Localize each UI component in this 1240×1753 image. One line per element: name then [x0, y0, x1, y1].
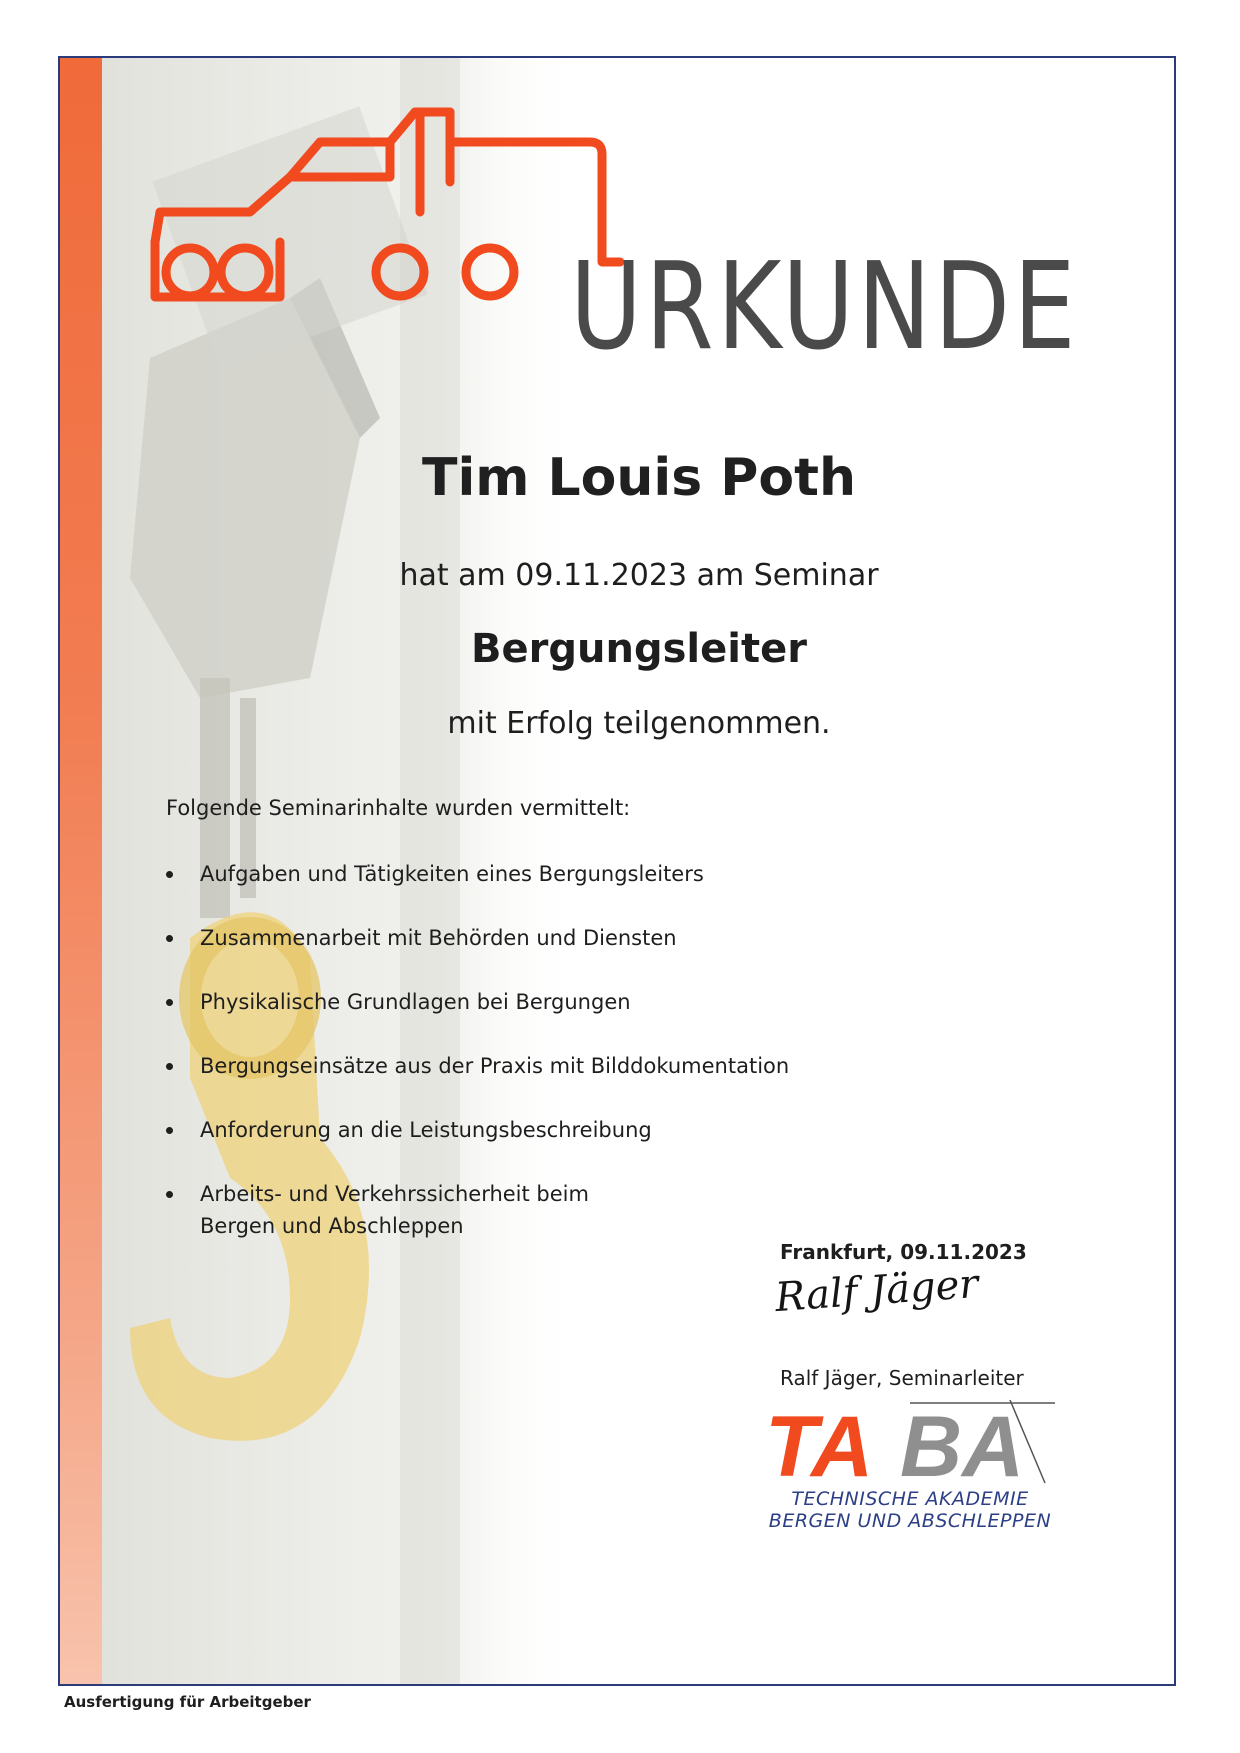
taba-name-line2: BERGEN UND ABSCHLEPPEN — [768, 1510, 1052, 1532]
bullet-icon — [166, 871, 173, 878]
taba-logo — [760, 1398, 1060, 1538]
signature: Ralf Jäger — [773, 1260, 980, 1322]
taba-logo-icon — [760, 1398, 1060, 1488]
participation-line: hat am 09.11.2023 am Seminar — [399, 558, 879, 593]
list-item-text: Anforderung an die Leistungsbeschreibung — [200, 1118, 652, 1142]
success-line: mit Erfolg teilgenommen. — [447, 706, 831, 741]
contents-intro: Folgende Seminarinhalte wurden vermittelt: — [166, 796, 631, 820]
list-item — [166, 858, 866, 890]
svg-text:TA: TA — [765, 1399, 874, 1488]
seminar-contents-list — [166, 858, 866, 1274]
footer-note: Ausfertigung für Arbeitgeber — [64, 1693, 311, 1711]
recipient-name: Tim Louis Poth — [421, 448, 857, 508]
list-item-text: Arbeits- und Verkehrssicherheit beim Bergen und Abschleppen — [200, 1182, 589, 1238]
bullet-icon — [166, 1191, 173, 1198]
certificate-title: URKUNDE — [570, 238, 1079, 377]
bullet-icon — [166, 1063, 173, 1070]
list-item — [166, 1114, 866, 1146]
list-item — [166, 1050, 866, 1082]
list-item-text: Aufgaben und Tätigkeiten eines Bergungsleiters — [200, 862, 704, 886]
orange-side-stripe — [60, 58, 102, 1686]
certificate-frame — [58, 56, 1176, 1686]
list-item-text: Zusammenarbeit mit Behörden und Diensten — [200, 926, 677, 950]
list-item-text: Bergungseinsätze aus der Praxis mit Bilddokumentation — [200, 1054, 790, 1078]
taba-name-line1: TECHNISCHE AKADEMIE — [791, 1488, 1029, 1510]
list-item-text: Physikalische Grundlagen bei Bergungen — [200, 990, 631, 1014]
bullet-icon — [166, 1127, 173, 1134]
seminar-name: Bergungsleiter — [471, 626, 807, 672]
signer-name: Ralf Jäger, Seminarleiter — [780, 1366, 1024, 1390]
bullet-icon — [166, 999, 173, 1006]
bullet-icon — [166, 935, 173, 942]
list-item — [166, 922, 866, 954]
svg-text:BA: BA — [900, 1399, 1025, 1488]
place-date: Frankfurt, 09.11.2023 — [780, 1240, 1027, 1264]
list-item — [166, 1178, 606, 1242]
list-item — [166, 986, 866, 1018]
